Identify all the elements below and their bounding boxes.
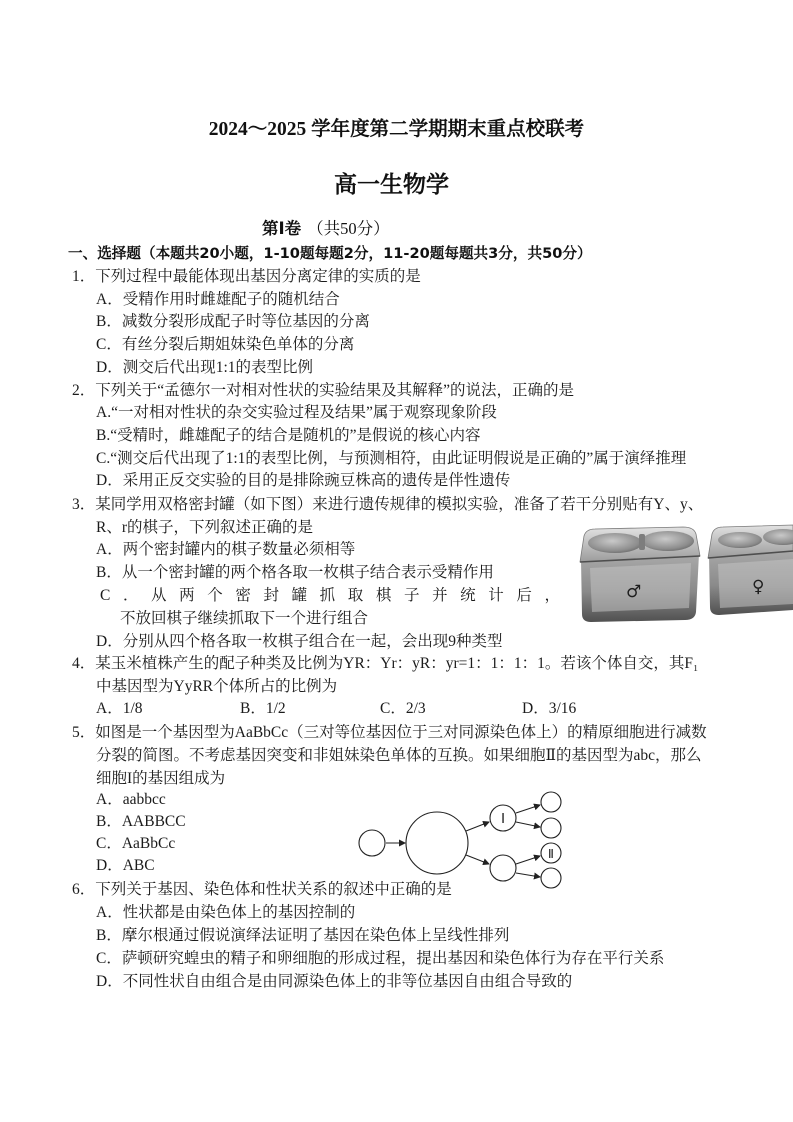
exam-title: 2024～2025 学年度第二学期期末重点校联考 (208, 119, 585, 140)
question-3-stem-line-2: R、r的棋子，下列叙述正确的是 (96, 519, 314, 536)
question-3-option-d: D．分别从四个格各取一枚棋子组合在一起，会出现9种类型 (96, 633, 503, 650)
male-symbol: ♂ (626, 582, 642, 602)
question-5-option-d: D．ABC (96, 857, 155, 874)
question-4-stem-line-2: 中基因型为YyRR个体所占的比例为 (96, 678, 338, 695)
cell-circle-output-4 (541, 868, 561, 888)
question-5-option-b: B．AABBCC (96, 813, 186, 830)
cell-circle-output-1 (541, 792, 561, 812)
question-4-stem-line-1: 4．某玉米植株产生的配子种类及比例为YR：Yr：yR：yr=1：1：1：1。若该个体自交，其F₁ (72, 655, 699, 672)
question-1-option-c: C．有丝分裂后期姐妹染色单体的分离 (96, 336, 355, 353)
part-label: 第Ⅰ卷 (262, 219, 302, 238)
question-1-option-a: A．受精作用时雌雄配子的随机结合 (96, 291, 340, 308)
question-4-option-c: C．2/3 (380, 700, 426, 717)
question-2-option-b: B.“受精时，雌雄配子的结合是随机的”是假说的核心内容 (96, 427, 481, 444)
cell-circle-lower (490, 855, 516, 881)
question-5-option-c: C．AaBbCc (96, 835, 176, 852)
right-jar-recess-1 (718, 532, 762, 548)
question-1-option-b: B．减数分裂形成配子时等位基因的分离 (96, 313, 370, 330)
arrow-large-to-lower (466, 855, 489, 864)
question-6-option-c: C．萨顿研究蝗虫的精子和卵细胞的形成过程，提出基因和染色体行为存在平行关系 (96, 950, 665, 967)
arrow-large-to-i (466, 822, 489, 831)
left-jar-divider (639, 534, 645, 550)
question-3-option-b: B．从一个密封罐的两个格各取一枚棋子结合表示受精作用 (96, 564, 494, 581)
part-points: （共50分） (307, 219, 390, 238)
question-2-option-c: C.“测交后代出现了1:1的表型比例，与预测相符，由此证明假说是正确的”属于演绎推理 (96, 450, 687, 467)
question-2-option-a: A.“一对相对性状的杂交实验过程及结果”属于观察现象阶段 (96, 404, 497, 421)
question-2-stem: 2．下列关于“孟德尔一对相对性状的实验结果及其解释”的说法，正确的是 (72, 382, 575, 399)
question-3-option-c-continuation: 不放回棋子继续抓取下一个进行组合 (120, 610, 369, 627)
question-6-stem: 6．下列关于基因、染色体和性状关系的叙述中正确的是 (72, 881, 452, 898)
question-3-option-a: A．两个密封罐内的棋子数量必须相等 (96, 541, 356, 558)
question-6-option-a: A．性状都是由染色体上的基因控制的 (96, 904, 356, 921)
exam-subject: 高一生物学 (334, 172, 449, 197)
question-2-option-d: D．采用正反交实验的目的是排除豌豆株高的遗传是伴性遗传 (96, 472, 511, 489)
question-3-stem-line-1: 3．某同学用双格密封罐（如下图）来进行遗传规律的模拟实验，准备了若干分别贴有Y、y、 (72, 496, 704, 513)
arrow-i-to-output-2 (516, 822, 540, 827)
cell-circle-start (359, 830, 385, 856)
question-4-option-d: D．3/16 (522, 700, 577, 717)
cell-circle-large (406, 812, 468, 874)
arrow-lower-to-ii (516, 856, 540, 864)
cell-circle-output-2 (541, 818, 561, 838)
right-jar (708, 525, 793, 615)
question-5-stem-line-3: 细胞I的基因组成为 (96, 770, 226, 787)
question-4-option-a: A．1/8 (96, 700, 143, 717)
question-6-option-d: D．不同性状自由组合是由同源染色体上的非等位基因自由组合导致的 (96, 973, 573, 990)
cell-label-ii: Ⅱ (548, 847, 554, 861)
question-5-stem-line-2: 分裂的简图。不考虑基因突变和非姐妹染色单体的互换。如果细胞Ⅱ的基因型为abc，那么 (96, 747, 702, 764)
question-4-option-b: B．1/2 (240, 700, 286, 717)
question-1-option-d: D．测交后代出现1:1的表型比例 (96, 359, 314, 376)
question-1-stem: 1．下列过程中最能体现出基因分离定律的实质的是 (72, 268, 421, 285)
question-3-option-c: C．从两个密封罐抓取棋子并统计后， (100, 587, 560, 604)
section-heading: 一、选择题（本题共20小题，1-10题每题2分，11-20题每题共3分，共50分） (68, 245, 592, 262)
question-6-option-b: B．摩尔根通过假说演绎法证明了基因在染色体上呈线性排列 (96, 927, 510, 944)
left-jar-recess-1 (588, 533, 642, 553)
sealed-jars-photo (575, 522, 793, 626)
left-jar (580, 527, 700, 622)
arrow-lower-to-output-4 (516, 873, 540, 877)
arrow-i-to-output-1 (516, 805, 540, 813)
question-5-stem-line-1: 5．如图是一个基因型为AaBbCc（三对等位基因位于三对同源染色体上）的精原细胞进行减数 (72, 724, 707, 741)
part-heading (262, 218, 390, 240)
cell-label-i: Ⅰ (501, 812, 505, 827)
question-5-option-a: A．aabbcc (96, 791, 166, 808)
female-symbol: ♀ (752, 577, 765, 597)
left-jar-recess-2 (642, 531, 694, 551)
meiosis-diagram (355, 790, 575, 890)
